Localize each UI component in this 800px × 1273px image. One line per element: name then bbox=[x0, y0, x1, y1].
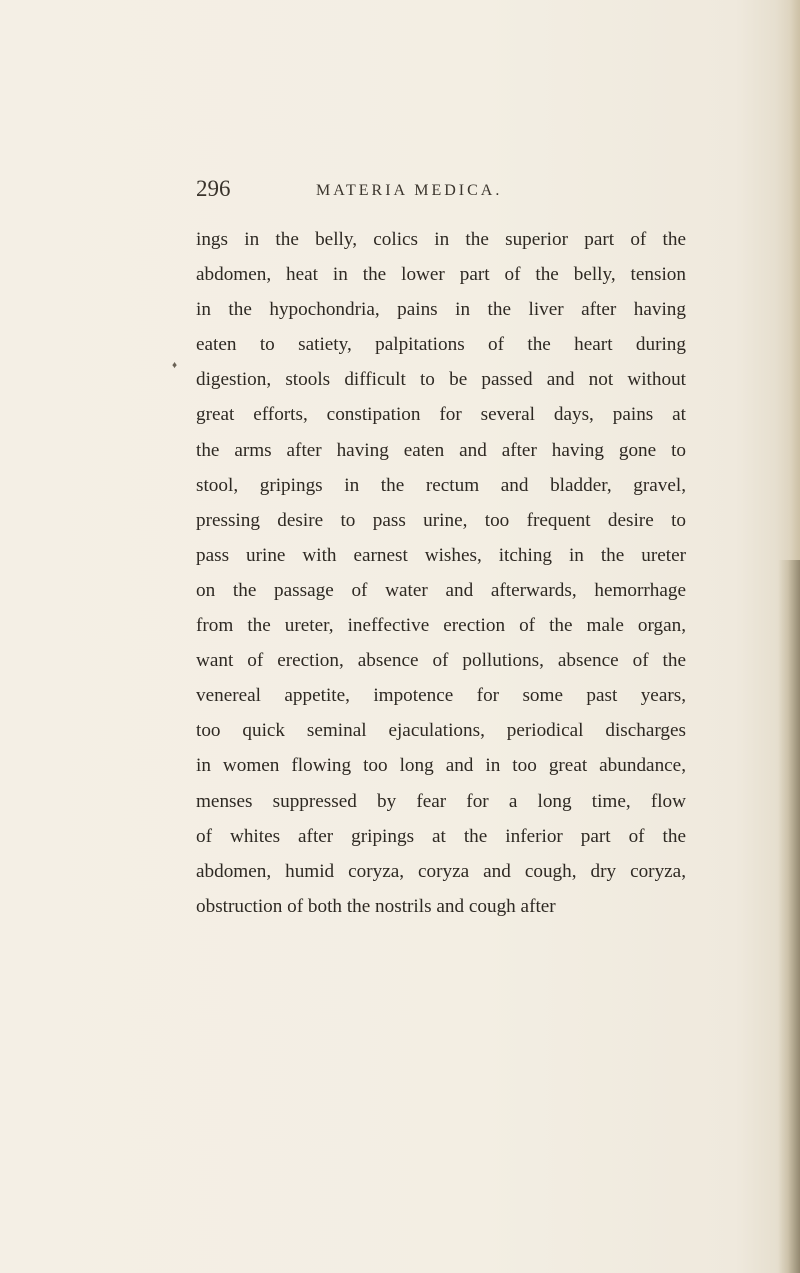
text-line: digestion, stools difficult to be passed and not without bbox=[196, 369, 686, 391]
page-header bbox=[196, 176, 576, 206]
running-title: MATERIA MEDICA. bbox=[316, 182, 503, 199]
text-line: on the passage of water and afterwards, hemorrhage bbox=[196, 579, 686, 601]
body-text bbox=[196, 222, 686, 924]
text-line: obstruction of both the nostrils and cough after bbox=[196, 895, 556, 917]
page-number: 296 bbox=[196, 176, 231, 201]
text-line: eaten to satiety, palpitations of the heart during bbox=[196, 334, 686, 356]
text-line: from the ureter, ineffective erection of the male organ, bbox=[196, 615, 686, 637]
text-line: in women flowing too long and in too great abundance, bbox=[196, 755, 686, 777]
text-line: of whites after gripings at the inferior part of the bbox=[196, 825, 686, 847]
text-line: pass urine with earnest wishes, itching in the ureter bbox=[196, 544, 686, 566]
text-line: the arms after having eaten and after having gone to bbox=[196, 439, 686, 461]
text-line: too quick seminal ejaculations, periodical discharges bbox=[196, 720, 686, 742]
page-edge-shadow bbox=[778, 560, 800, 1273]
text-line: ings in the belly, colics in the superior part of the bbox=[196, 229, 686, 250]
text-line: menses suppressed by fear for a long time, flow bbox=[196, 790, 686, 812]
text-line: stool, gripings in the rectum and bladder, gravel, bbox=[196, 474, 686, 496]
text-line: abdomen, humid coryza, coryza and cough, dry coryza, bbox=[196, 860, 686, 882]
text-line: abdomen, heat in the lower part of the belly, tension bbox=[196, 264, 686, 286]
text-line: want of erection, absence of pollutions, absence of the bbox=[196, 650, 686, 672]
page-edge-shadow-top bbox=[790, 0, 800, 560]
text-line: great efforts, constipation for several days, pains at bbox=[196, 404, 686, 426]
margin-mark: ♦ bbox=[172, 360, 178, 371]
text-line: pressing desire to pass urine, too frequent desire to bbox=[196, 509, 686, 531]
text-line: in the hypochondria, pains in the liver after having bbox=[196, 299, 686, 321]
text-line: venereal appetite, impotence for some past years, bbox=[196, 685, 686, 707]
